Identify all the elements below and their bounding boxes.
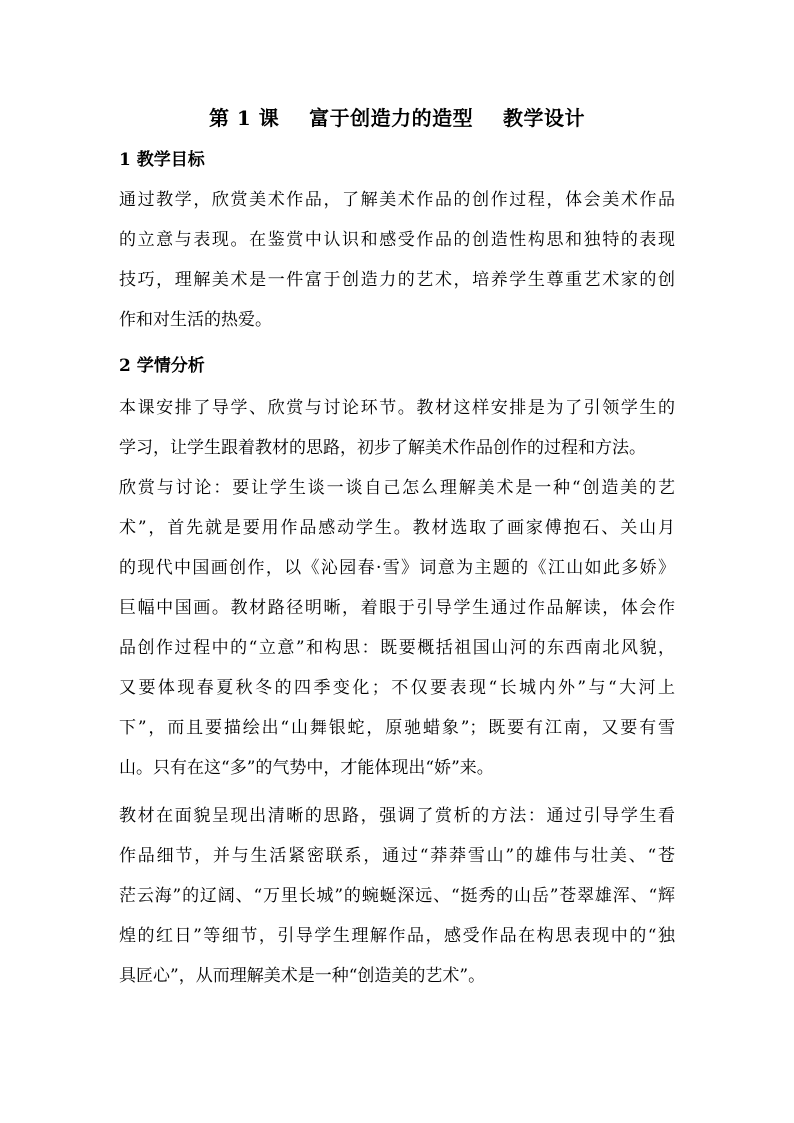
paragraph-line: 又要体现春夏秋冬的四季变化；不仅要表现“长城内外”与“大河上 — [119, 678, 675, 698]
section-heading-objectives: 1 教学目标 — [119, 150, 205, 170]
paragraph-line: 下”，而且要描绘出“山舞银蛇，原驰蜡象”；既要有江南，又要有雪 — [119, 718, 675, 738]
paragraph-line: 技巧，理解美术是一件富于创造力的艺术，培养学生尊重艺术家的创 — [119, 270, 675, 290]
paragraph-line: 学习，让学生跟着教材的思路，初步了解美术作品创作的过程和方法。 — [119, 438, 646, 458]
paragraph-line: 的现代中国画创作，以《沁园春·雪》词意为主题的《江山如此多娇》 — [119, 558, 675, 578]
paragraph-line: 的立意与表现。在鉴赏中认识和感受作品的创造性构思和独特的表现 — [119, 230, 675, 250]
paragraph-line: 茫云海”的辽阔、“万里长城”的蜿蜒深远、“挺秀的山岳”苍翠雄浑、“辉 — [119, 886, 675, 906]
page-title: 第 1 课 富于创造力的造型 教学设计 — [208, 106, 586, 130]
paragraph-line: 本课安排了导学、欣赏与讨论环节。教材这样安排是为了引领学生的 — [119, 398, 675, 418]
paragraph-line: 教材在面貌呈现出清晰的思路，强调了赏析的方法：通过引导学生看 — [119, 806, 675, 826]
paragraph-line: 作和对生活的热爱。 — [119, 310, 272, 330]
section-heading-analysis: 2 学情分析 — [119, 356, 205, 376]
paragraph-line: 欣赏与讨论：要让学生谈一谈自己怎么理解美术是一种“创造美的艺 — [119, 478, 675, 498]
paragraph-line: 术”，首先就是要用作品感动学生。教材选取了画家傅抱石、关山月 — [119, 518, 675, 538]
paragraph-line: 山。只有在这“多”的气势中，才能体现出“娇”来。 — [119, 758, 494, 778]
paragraph-line: 巨幅中国画。教材路径明晰，着眼于引导学生通过作品解读，体会作 — [119, 598, 675, 618]
paragraph-line: 通过教学，欣赏美术作品，了解美术作品的创作过程，体会美术作品 — [119, 190, 675, 210]
paragraph-line: 具匠心”，从而理解美术是一种“创造美的艺术”。 — [119, 966, 486, 986]
paragraph-line: 煌的红日”等细节，引导学生理解作品，感受作品在构思表现中的“独 — [119, 926, 675, 946]
paragraph-line: 作品细节，并与生活紧密联系，通过“莽莽雪山”的雄伟与壮美、“苍 — [119, 846, 675, 866]
paragraph-line: 品创作过程中的“立意”和构思：既要概括祖国山河的东西南北风貌， — [119, 638, 675, 658]
